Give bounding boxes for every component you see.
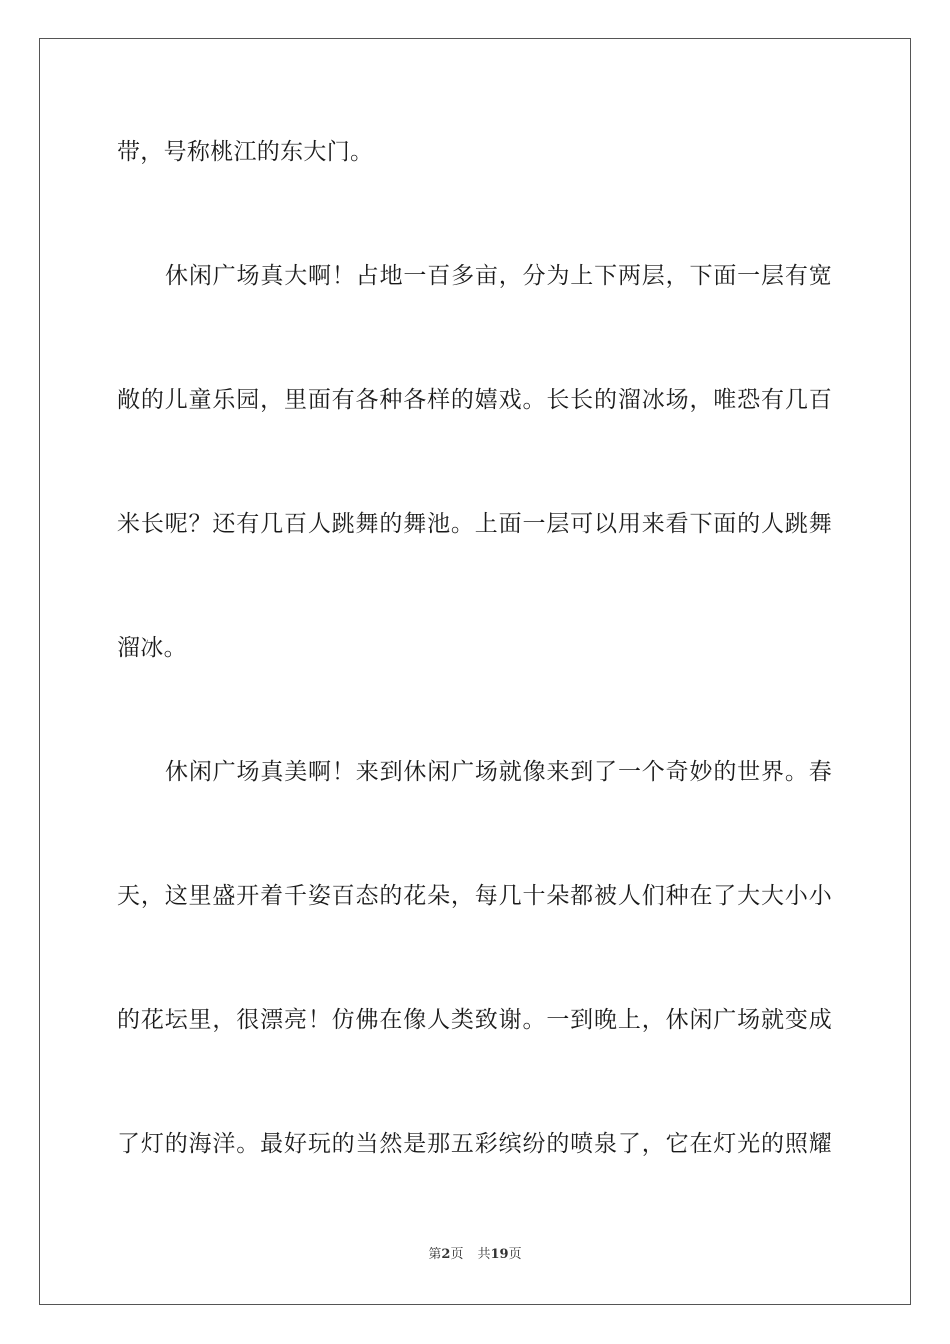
page-border: [39, 38, 911, 1305]
page-footer: [0, 1246, 950, 1264]
text-line-8: 的花坛里，很漂亮！仿佛在像人类致谢。一到晚上，休闲广场就变成: [117, 1007, 832, 1033]
text-line-9: 了灯的海洋。最好玩的当然是那五彩缤纷的喷泉了，它在灯光的照耀: [117, 1131, 832, 1157]
text-line-4: 米长呢？还有几百人跳舞的舞池。上面一层可以用来看下面的人跳舞: [117, 511, 832, 537]
page-suffix: 页: [450, 1247, 464, 1262]
text-line-2: 休闲广场真大啊！占地一百多亩，分为上下两层，下面一层有宽: [165, 263, 832, 289]
text-line-5: 溜冰。: [117, 635, 187, 661]
page-prefix: 第: [428, 1247, 442, 1262]
total-pages: 19: [490, 1247, 509, 1262]
text-line-3: 敞的儿童乐园，里面有各种各样的嬉戏。长长的溜冰场，唯恐有几百: [117, 387, 832, 413]
text-line-6: 休闲广场真美啊！来到休闲广场就像来到了一个奇妙的世界。春: [165, 759, 832, 785]
page-number: 2: [441, 1247, 451, 1262]
text-line-1: 带，号称桃江的东大门。: [117, 139, 374, 165]
total-prefix: 共: [477, 1247, 491, 1262]
total-suffix: 页: [508, 1247, 522, 1262]
text-line-7: 天，这里盛开着千姿百态的花朵，每几十朵都被人们种在了大大小小: [117, 883, 832, 909]
